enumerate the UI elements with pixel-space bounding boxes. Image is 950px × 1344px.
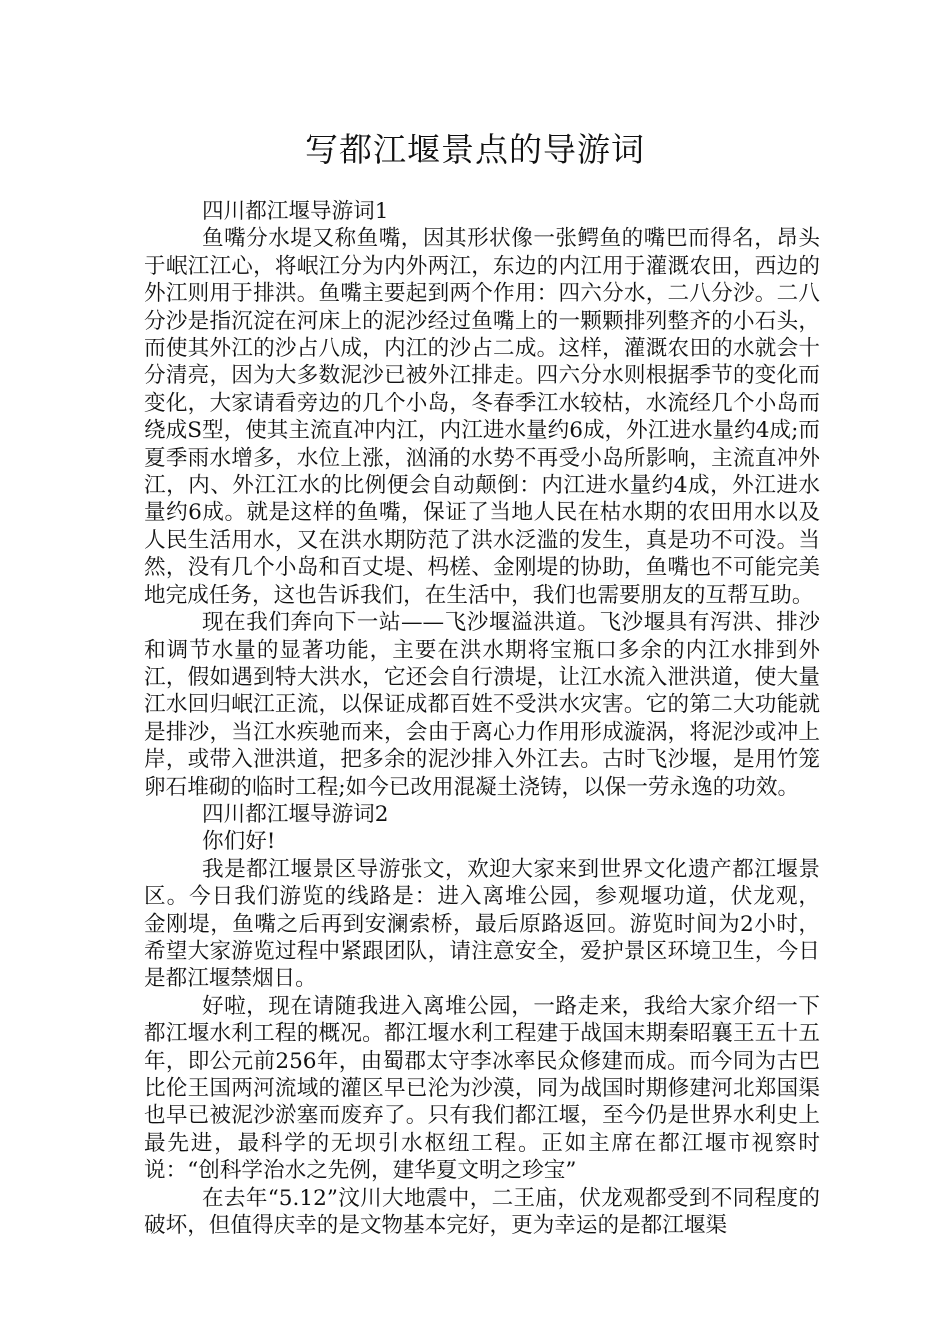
section-heading: 四川都江堰导游词2 (202, 801, 389, 827)
document-title: 写都江堰景点的导游词 (305, 130, 645, 169)
body-paragraph: 我是都江堰景区导游张文，欢迎大家来到世界文化遗产都江堰景区。今日我们游览的线路是：进入离堆公园，参观堰功道，伏龙观， 金刚堤，鱼嘴之后再到安澜索桥，最后原路返回。游览时间为2小时，希望大家游览过程中紧跟团队，请注意安全，爱护景区环境卫生，今日是都江堰禁烟日。 (144, 856, 820, 992)
section-heading: 四川都江堰导游词1 (202, 199, 389, 224)
body-paragraph: 鱼嘴分水堤又称鱼嘴，因其形状像一张鳄鱼的嘴巴而得名，昂头于岷江江心，将岷江分为内外两江，东边的内江用于灌溉农田，西边的外江则用于排洪。鱼嘴主要起到两个作用：四六分水，二八分沙。二八分沙是指沉淀在河床上的泥沙经过鱼嘴上的一颗颗排列整齐的小石头，而使其外江的沙占八成，内江的沙占二成。这样，灌溉农田的水就会十分清亮，因为大多数泥沙已被外江排走。四六分水则根据季节的变化而变化，大家请看旁边的几个小岛，冬春季江水较枯，水流经几个小岛而绕成S型，使其主流直冲内江，内江进水量约6成，外江进水量约4成;而夏季雨水增多，水位上涨，汹涌的水势不再受小岛所影响，主流直冲外江，内、外江江水的比例便会自动颠倒：内江进水量约4成，外江进水量约6成。就是这样的鱼嘴，保证了当地人民在枯水期的农田用水以及人民生活用水，又在洪水期防范了洪水泛滥的发生，真是功不可没。当然，没有几个小岛和百丈堤、杩槎、金刚堤的协助，鱼嘴也不可能完美地完成任务，这也告诉我们，在生活中，我们也需要朋友的互帮互助。 (144, 226, 820, 608)
greeting-paragraph: 你们好! (202, 829, 276, 855)
body-paragraph: 现在我们奔向下一站——飞沙堰溢洪道。飞沙堰具有泻洪、排沙和调节水量的显著功能，主要在洪水期将宝瓶口多余的内江水排到外江，假如遇到特大洪水，它还会自行溃堤，让江水流入泄洪道，使大量江水回归岷江正流，以保证成都百姓不受洪水灾害。它的第二大功能就是排沙，当江水疾驰而来，会由于离心力作用形成漩涡，将泥沙或冲上岸，或带入泄洪道，把多余的泥沙排入外江去。古时飞沙堰，是用竹笼卵石堆砌的临时工程;如今已改用混凝土浇铸，以保一劳永逸的功效。 (144, 610, 820, 800)
body-paragraph: 在去年“5.12”汶川大地震中，二王庙，伏龙观都受到不同程度的破坏，但值得庆幸的是文物基本完好，更为幸运的是都江堰渠 (144, 1185, 820, 1239)
document-body (144, 198, 820, 1239)
body-paragraph: 好啦，现在请随我进入离堆公园，一路走来，我给大家介绍一下都江堰水利工程的概况。都江堰水利工程建于战国末期秦昭襄王五十五年，即公元前256年，由蜀郡太守李冰率民众修建而成。而今同为古巴比伦王国两河流域的灌区早已沦为沙漠，同为战国时期修建河北郑国渠也早已被泥沙淤塞而废弃了。只有我们都江堰，至今仍是世界水利史上最先进，最科学的无坝引水枢纽工程。正如主席在都江堰市视察时说：“创科学治水之先例，建华夏文明之珍宝” (144, 993, 820, 1184)
